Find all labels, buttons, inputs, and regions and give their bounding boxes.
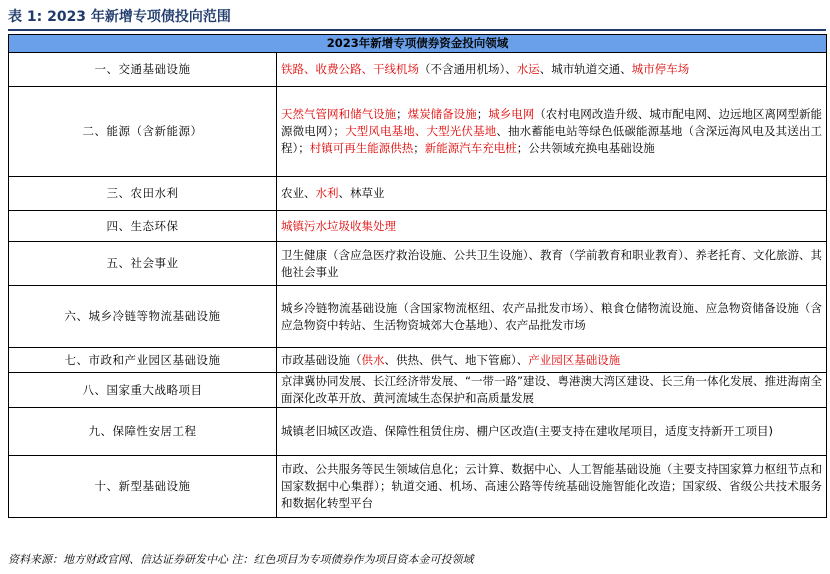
table-row (9, 211, 827, 242)
highlighted-text: 铁路、收费公路、干线机场 (281, 62, 419, 76)
source-footnote: 资料来源：地方财政官网、信达证券研发中心 注：红色项目为专项债券作为项目资本金可投领域 (8, 553, 474, 566)
table-caption: 表 1: 2023 年新增专项债投向范围 (8, 9, 231, 25)
category-cell: 五、社会事业 (9, 242, 277, 286)
content-cell (277, 242, 827, 286)
highlighted-text: 供水 (361, 352, 385, 367)
caption-rule (8, 29, 826, 31)
category-cell: 九、保障性安居工程 (9, 408, 277, 456)
content-text: 、林草业 (338, 186, 385, 200)
category-cell: 六、城乡冷链等物流基础设施 (9, 286, 277, 348)
category-cell: 三、农田水利 (9, 177, 277, 211)
highlighted-text: 天然气管网和储气设施 (281, 107, 397, 121)
content-text: 农业、 (281, 186, 316, 200)
content-cell (277, 373, 827, 408)
category-cell: 二、能源（含新能源） (9, 87, 277, 177)
content-text: ； (396, 107, 408, 121)
content-text: 市政基础设施（ (281, 352, 362, 367)
content-text: 城乡冷链物流基础设施（含国家物流枢纽、农产品批发市场）、粮食仓储物流设施、应急物资储备设施（含应急物资中转站、生活物资城郊大仓基地）、农产品批发市场 (281, 300, 823, 332)
content-cell (277, 87, 827, 177)
content-text: 城镇老旧城区改造、保障性租赁住房、棚户区改造(主要支持在建收尾项目，适度支持新开工项目) (281, 424, 773, 438)
table-row (9, 53, 827, 87)
highlighted-text: 大型风电基地、大型光伏基地 (344, 124, 497, 138)
highlighted-text: 城市停车场 (631, 62, 690, 76)
table-row (9, 373, 827, 408)
content-cell (277, 177, 827, 211)
content-text: 、供热、供气、地下管廊）、 (384, 352, 529, 367)
table-row (9, 286, 827, 348)
table-row (9, 408, 827, 456)
content-text: ； (413, 141, 425, 155)
content-text: （农村电网改造升级、城市配电网、边远地区离网型新能源微电网）； (281, 107, 823, 138)
table-row (9, 242, 827, 286)
table-row (9, 348, 827, 373)
content-text: 市政、公共服务等民生领域信息化；云计算、数据中心、人工智能基础设施（主要支持国家算力枢纽节点和国家数据中心集群）；轨道交通、机场、高速公路等传统基础设施智能化改造；国家级、省级公共技术服务和数据化转型平台 (281, 462, 823, 510)
highlighted-text: 煤炭储备设施 (407, 107, 477, 121)
content-text: 京津冀协同发展、长江经济带发展、“一带一路”建设、粤港澳大湾区建设、长三角一体化发展、推进海南全面深化改革开放、黄河流域生态保护和高质量发展 (281, 374, 823, 405)
content-text: （不含通用机场）、 (419, 62, 517, 76)
table-row (9, 87, 827, 177)
content-text: 卫生健康（含应急医疗救治设施、公共卫生设施）、教育（学前教育和职业教育）、养老托育、文化旅游、其他社会事业 (281, 247, 823, 279)
content-cell (277, 211, 827, 242)
content-cell (277, 456, 827, 518)
content-cell (277, 286, 827, 348)
content-cell (277, 408, 827, 456)
content-text: 、抽水蓄能电站等绿色低碳能源基地（含深远海风电及其送出工程）； (281, 124, 823, 155)
category-cell: 八、国家重大战略项目 (9, 373, 277, 408)
highlighted-text: 村镇可再生能源供热 (309, 141, 414, 155)
investment-scope-table (8, 34, 827, 518)
content-cell (277, 53, 827, 87)
table-row (9, 177, 827, 211)
highlighted-text: 产业园区基础设施 (528, 352, 621, 367)
highlighted-text: 水利 (315, 186, 339, 200)
highlighted-text: 水运 (516, 62, 540, 76)
category-cell: 一、交通基础设施 (9, 53, 277, 87)
content-text: ； (476, 107, 489, 121)
category-cell: 四、生态环保 (9, 211, 277, 242)
category-cell: 十、新型基础设施 (9, 456, 277, 518)
table-row (9, 456, 827, 518)
highlighted-text: 新能源汽车充电桩 (424, 141, 517, 155)
table-title: 2023年新增专项债券资金投向领域 (9, 35, 827, 53)
content-text: 、城市轨道交通、 (539, 62, 632, 76)
content-cell (277, 348, 827, 373)
category-cell: 七、市政和产业园区基础设施 (9, 348, 277, 373)
highlighted-text: 城乡电网 (488, 107, 535, 121)
highlighted-text: 城镇污水垃圾收集处理 (281, 218, 396, 233)
content-text: ；公共领域充换电基础设施 (516, 141, 655, 155)
table-title-row (9, 35, 827, 53)
